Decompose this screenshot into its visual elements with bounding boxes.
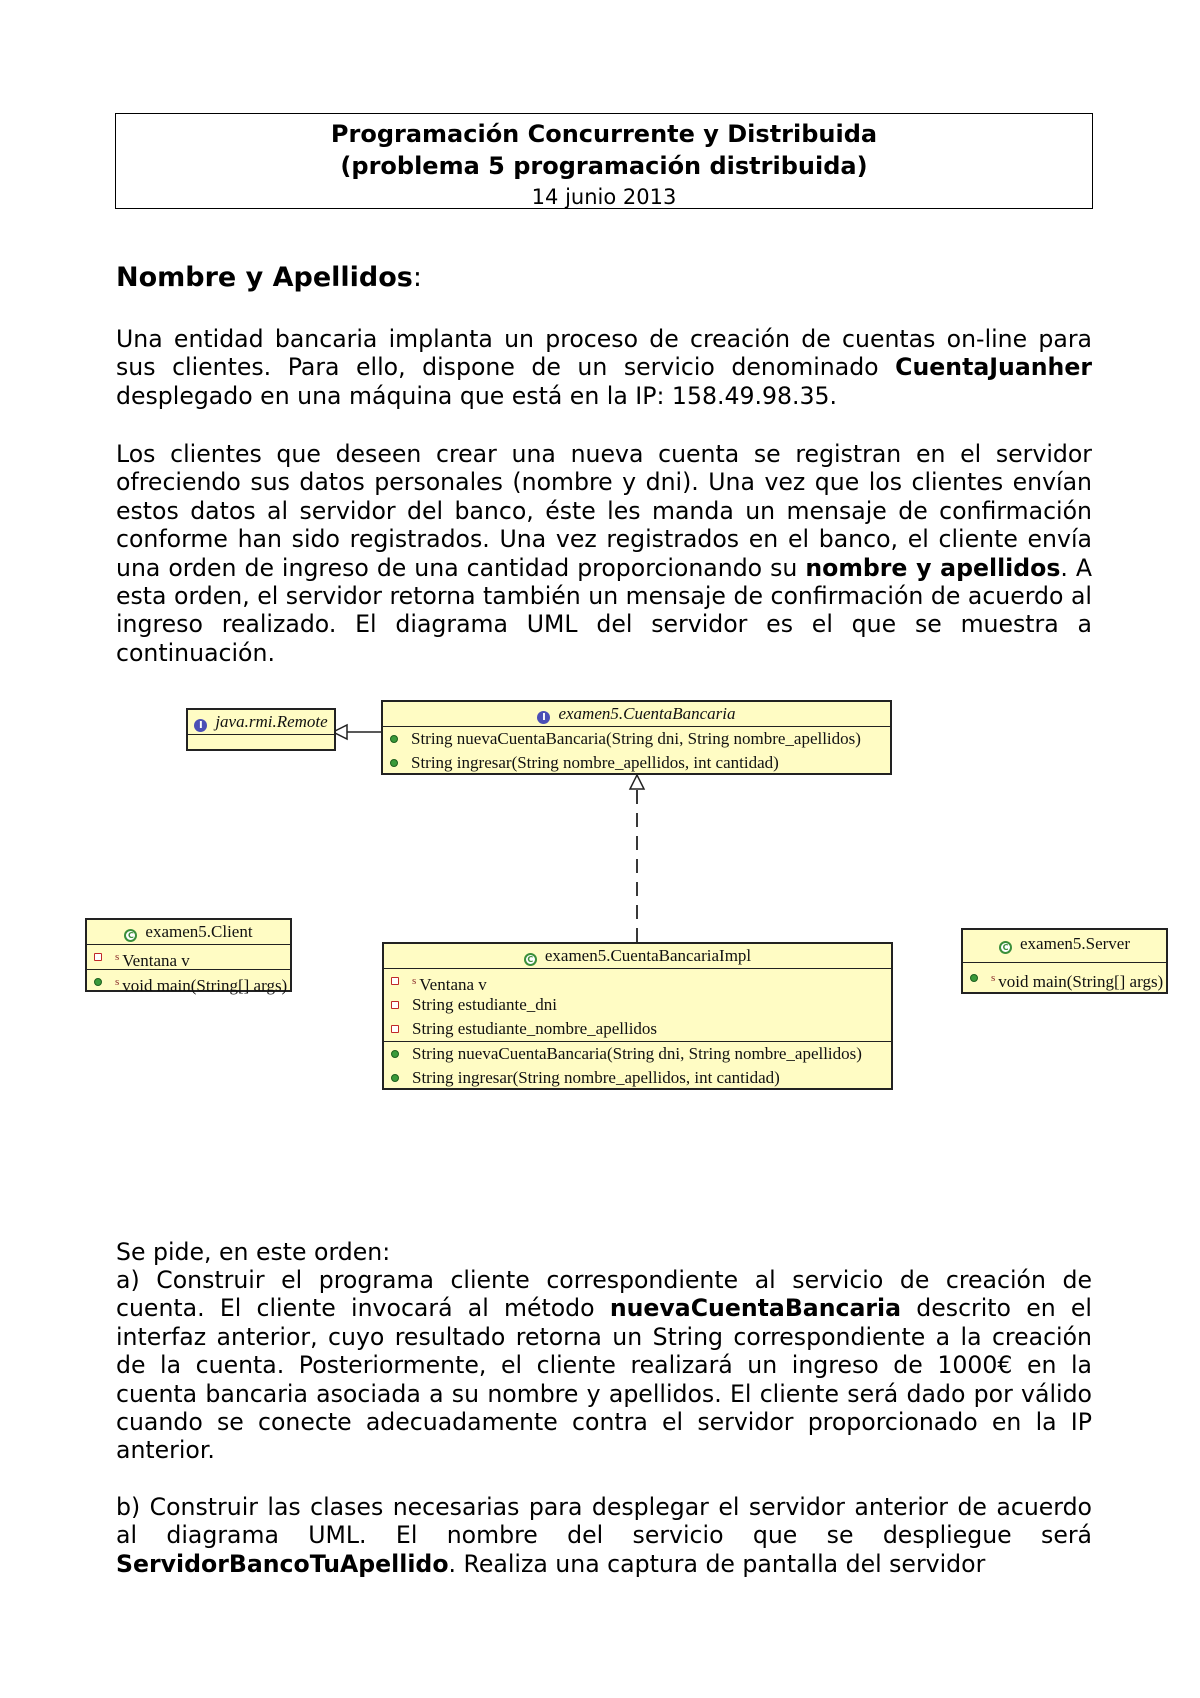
server-service-name: ServidorBancoTuApellido [116,1549,449,1578]
interface-icon: I [537,711,550,724]
uml-field-row [87,945,290,969]
method-name: nuevaCuentaBancaria [609,1294,902,1323]
p2-text-c: . A esta orden, el servidor retorna también un mensaje de confirmación de acuerdo al ingreso realizado. El diagrama UML del servidor es el que se muestra a continuación. [116,553,1093,667]
uml-impl-arrowhead [630,775,644,789]
paragraph-task-b [116,1493,1092,1578]
public-method-icon [970,974,978,982]
uml-class-remote [186,708,336,751]
uml-field-row [384,993,891,1017]
private-field-icon [391,1001,399,1009]
p2-text-a: Los clientes que deseen crear una nueva cuenta se registran en el servidor ofreciendo sus datos personales (nombre y dni). Una vez que los clientes envían estos datos al servidor del banco, éste les manda un mensaje de confirmación conforme han sido registrados. Una vez registrados en el banco, el cliente envía una orden de ingreso de una cantidad proporcionando su [116,440,1092,582]
uml-server-title: examen5.Server [1020,934,1130,953]
uml-field-row [384,969,891,993]
uml-impl-title: examen5.CuentaBancariaImpl [544,946,752,965]
public-method-icon [94,978,102,986]
uml-cuenta-m1: String nuevaCuentaBancaria(String dni, String nombre_apellidos) [411,729,861,748]
public-method-icon [390,735,398,743]
uml-impl-f3: String estudiante_nombre_apellidos [412,1019,658,1038]
p5-text-c: . Realiza una captura de pantalla del servidor [448,1549,986,1578]
static-marker-icon: s [412,975,417,987]
uml-method-row [384,1066,891,1090]
p1-text-c: desplegado en una máquina que está en la IP: 158.49.98.35. [116,381,838,410]
private-field-icon [94,953,102,961]
uml-impl-f2: String estudiante_dni [412,995,557,1014]
uml-client-title: examen5.Client [145,922,253,941]
uml-class-client [85,918,292,995]
name-field-label [116,262,422,293]
uml-remote-title: java.rmi.Remote [215,712,328,731]
uml-class-server [961,928,1168,994]
uml-client-f1: Ventana v [122,951,190,970]
interface-icon: I [194,719,207,732]
public-method-icon [390,759,398,767]
problem-subtitle: (problema 5 programación distribuida) [340,152,868,180]
uml-method-row [87,969,290,994]
course-title: Programación Concurrente y Distribuida [330,120,878,148]
paragraph-task-a [116,1266,1092,1465]
uml-class-impl [382,942,893,1090]
uml-server-m1: void main(String[] args) [998,972,1164,991]
uml-impl-m1: String nuevaCuentaBancaria(String dni, String nombre_apellidos) [412,1044,862,1063]
uml-method-row [384,1041,891,1066]
class-icon: C [124,929,137,942]
uml-client-m1: void main(String[] args) [122,976,288,995]
uml-class-cuentabancaria [381,700,892,775]
paragraph-tasks-intro [116,1238,1092,1266]
uml-field-row [384,1017,891,1041]
static-marker-icon: s [115,976,120,988]
p3-text: Se pide, en este orden: [116,1238,391,1266]
uml-impl-f1: Ventana v [419,975,487,994]
uml-method-row [383,751,890,775]
public-method-icon [391,1074,399,1082]
static-marker-icon: s [115,951,120,963]
paragraph-intro [116,325,1092,410]
p1-text-a: Una entidad bancaria implanta un proceso de creación de cuentas on-line para sus clientes. Para ello, dispone de un servicio denominado [116,325,1092,382]
header-box [115,113,1093,209]
uml-impl-m2: String ingresar(String nombre_apellidos, int cantidad) [412,1068,780,1087]
class-icon: C [999,941,1012,954]
uml-method-row [963,963,1166,993]
class-icon: C [524,953,537,966]
uml-cuenta-title: examen5.CuentaBancaria [558,704,736,723]
public-method-icon [391,1050,399,1058]
service-name: CuentaJuanher [895,353,1092,382]
p2-bold: nombre y apellidos [805,553,1061,582]
p4-text-c: descrito en el interfaz anterior, cuyo resultado retorna un String correspondiente a la creación de la cuenta. Posteriormente, el cliente realizará un ingreso de 1000€ en la cuenta bancaria asociada a su nombre y apellidos. El cliente será dado por válido cuando se conecte adecuadamente contra el servidor proporcionado en la IP anterior. [116,1294,1092,1465]
paragraph-clients [116,440,1092,667]
static-marker-icon: s [991,972,996,984]
private-field-icon [391,1025,399,1033]
p4-text-a: a) Construir el programa cliente correspondiente al servicio de creación de cuenta. El cliente invocará al método [116,1266,1092,1323]
uml-method-row [383,727,890,751]
name-label: Nombre y Apellidos [116,262,413,293]
uml-cuenta-m2: String ingresar(String nombre_apellidos, int cantidad) [411,753,779,772]
exam-date: 14 junio 2013 [531,185,677,209]
p5-text-a: b) Construir las clases necesarias para desplegar el servidor anterior de acuerdo al diagrama UML. El nombre del servicio que se despliegue será [116,1493,1092,1550]
private-field-icon [391,977,399,985]
name-colon: : [412,262,422,293]
